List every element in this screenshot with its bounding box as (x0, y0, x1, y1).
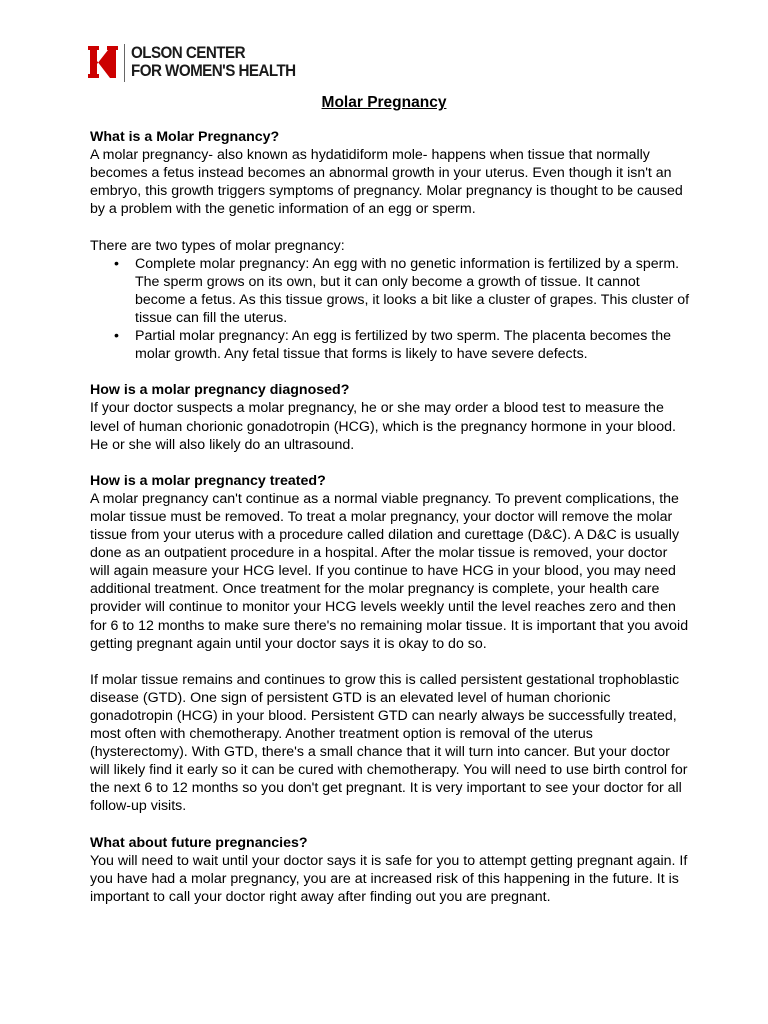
document-body (90, 128, 690, 906)
paragraph-treated-1: A molar pregnancy can't continue as a normal viable pregnancy. To prevent complications, the molar tissue must be removed. To treat a molar pregnancy, your doctor will remove the molar tissue from your uterus with a procedure called dilation and curettage (D&C). A D&C is usually done as an outpatient procedure in a hospital. After the molar tissue is removed, your doctor will again measure your HCG level. If you continue to have HCG in your blood, you may need additional treatment. Once treatment for the molar pregnancy is complete, your health care provider will continue to monitor your HCG levels weekly until the level reaches zero and then for 6 to 12 months to make sure there's no remaining molar tissue. It is important that you avoid getting pregnant again until your doctor says it is okay to do so. (90, 490, 689, 652)
logo-line-1: OLSON CENTER (131, 44, 245, 62)
logo-divider (124, 44, 125, 82)
page-title: Molar Pregnancy (321, 94, 447, 111)
types-list (90, 255, 690, 364)
section-heading-diagnosed: How is a molar pregnancy diagnosed? (90, 382, 350, 399)
section-heading-future: What about future pregnancies? (90, 834, 308, 851)
list-item-text: Complete molar pregnancy: An egg with no genetic information is fertilized by a sperm. The sperm grows on its own, but it can only become a growth of tissue. It cannot become a fetus. As this tissue grows, it looks a bit like a cluster of grapes. This cluster of tissue can fill the uterus. (135, 255, 690, 326)
logo-text (131, 44, 296, 80)
logo-line-2: FOR WOMEN'S HEALTH (131, 62, 296, 80)
paragraph-treated-2: If molar tissue remains and continues to grow this is called persistent gestational trophoblastic disease (GTD). One sign of persistent GTD is an elevated level of human chorionic gonadotropin (HCG) in your blood. Persistent GTD can nearly always be successfully treated, most often with chemotherapy. Another treatment option is removal of the uterus (hysterectomy). With GTD, there's a small chance that it will turn into cancer. But your doctor will likely find it early so it can be cured with chemotherapy. You will need to use birth control for the next 6 to 12 months so you don't get pregnant. It is very important to see your doctor for all follow-up visits. (90, 671, 688, 815)
types-intro: There are two types of molar pregnancy: (90, 237, 345, 254)
org-logo (88, 44, 310, 84)
university-n-logo-icon (88, 46, 118, 78)
paragraph-what: A molar pregnancy- also known as hydatidiform mole- happens when tissue that normally becomes a fetus instead becomes an abnormal growth in your uterus. Even though it isn't an embryo, this growth triggers symptoms of pregnancy. Molar pregnancy is thought to be caused by a problem with the genetic information of an egg or sperm. (90, 147, 683, 218)
paragraph-diagnosed: If your doctor suspects a molar pregnancy, he or she may order a blood test to measure the level of human chorionic gonadotropin (HCG), which is the pregnancy hormone in your blood. He or she will also likely do an ultrasound. (90, 400, 676, 453)
list-item-text: Partial molar pregnancy: An egg is fertilized by two sperm. The placenta becomes the molar growth. Any fetal tissue that forms is likely to have severe defects. (135, 328, 671, 363)
paragraph-future: You will need to wait until your doctor says it is safe for you to attempt getting pregnant again. If you have had a molar pregnancy, you are at increased risk of this happening in the future. It is important to call your doctor right away after finding out you are pregnant. (90, 852, 688, 905)
list-item (90, 327, 690, 363)
list-item (90, 255, 690, 327)
logo-n-shape (88, 46, 118, 78)
section-heading-what: What is a Molar Pregnancy? (90, 129, 280, 145)
bullet-icon: • (114, 328, 119, 345)
section-heading-treated: How is a molar pregnancy treated? (90, 472, 326, 489)
bullet-icon: • (114, 255, 119, 272)
